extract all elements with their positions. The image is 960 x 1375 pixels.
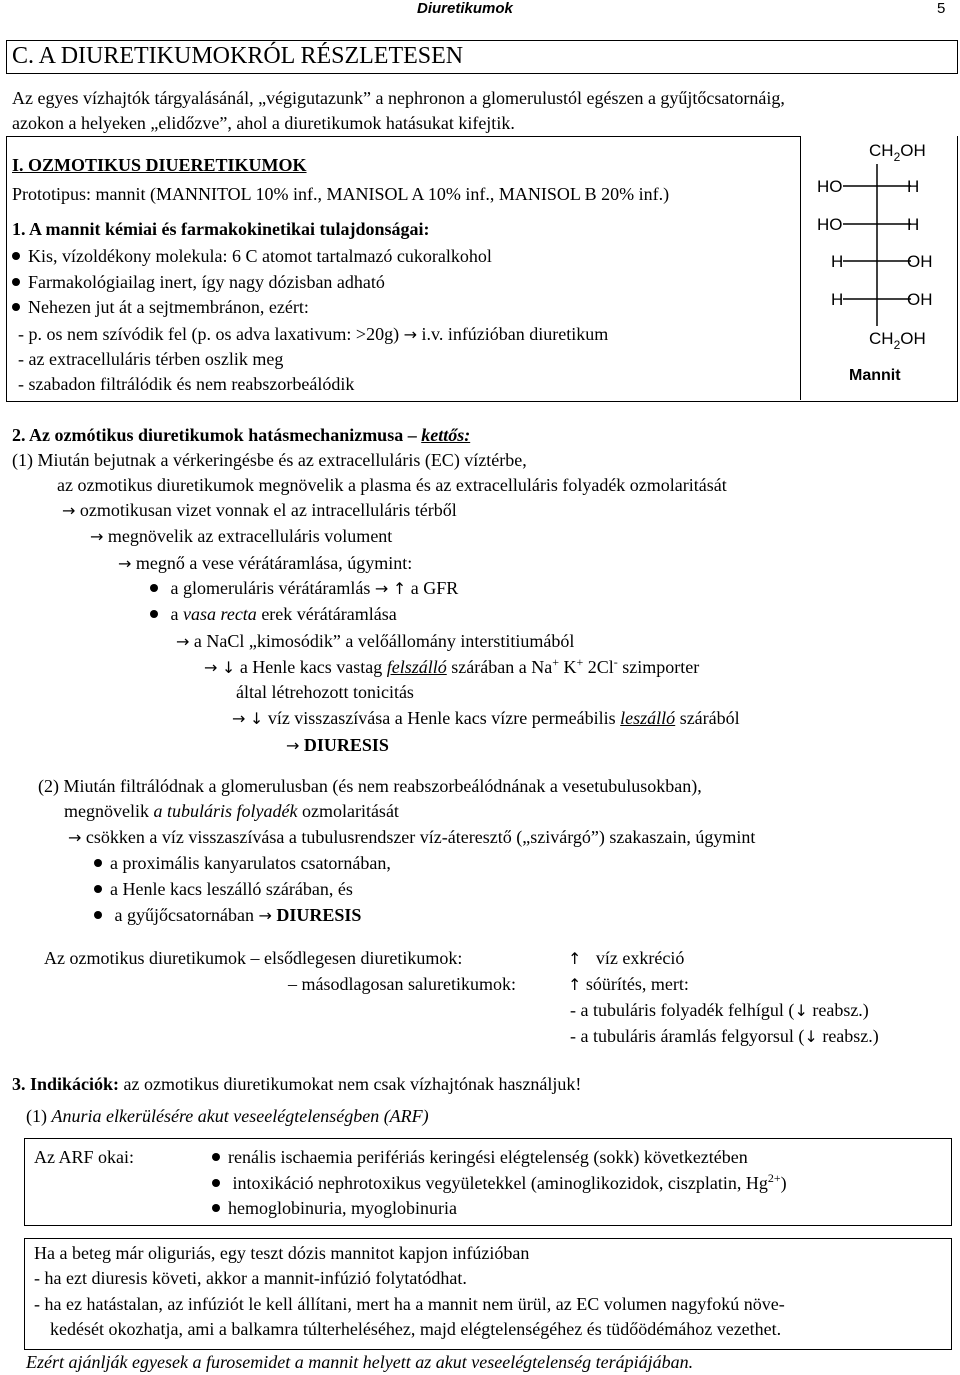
mech-text-italic: leszálló	[620, 708, 676, 728]
test-line: - ha ez hatástalan, az infúziót le kell állítani, mert ha a mannit nem ürül, az EC volumen nagyfokú növe-	[34, 1294, 785, 1314]
mech-text: a Henle kacs vastag	[239, 657, 383, 677]
struct-right: H	[907, 177, 920, 196]
section-title: C. A DIURETIKUMOKRÓL RÉSZLETESEN	[12, 43, 464, 69]
superscript: -	[613, 655, 618, 669]
mech-line	[118, 553, 412, 574]
summary-line: Az ozmotikus diuretikumok – elsődlegesen diuretikumok:	[44, 948, 463, 968]
mech-text: szárából	[679, 708, 740, 728]
conclusion: Ezért ajánlják egyesek a furosemidet a mannit helyett az akut veseelégtelenség terápiájában.	[26, 1352, 694, 1372]
arf-label: Az ARF okai:	[34, 1147, 135, 1167]
intro-line-1: Az egyes vízhajtók tárgyalásánál, „végigutazunk” a nephronon a glomerulustól egészen a gyűjtőcsatornáig,	[12, 88, 785, 108]
arf-item: hemoglobinuria, myoglobinuria	[212, 1198, 457, 1219]
mech-bullet: a proximális kanyarulatos csatornában,	[94, 853, 391, 874]
props-heading: 1. A mannit kémiai és farmakokinetikai tulajdonságai:	[12, 219, 430, 239]
mech-text: szimporter	[622, 657, 700, 677]
mech-text: ozmotikusan vizet vonnak el az intracelluláris térből	[79, 500, 457, 520]
arf-item: renális ischaemia perifériás keringési elégtelenség (sokk) következtében	[212, 1147, 748, 1168]
mech-text: K	[563, 657, 577, 677]
struct-right: H	[907, 215, 920, 234]
mechanism-heading-emph: kettős:	[421, 425, 471, 445]
arrow-icon: →	[90, 527, 104, 546]
arrow-icon: →	[118, 554, 132, 573]
indication-sub-text: Anuria elkerülésére akut veseelégtelenségben (ARF)	[51, 1106, 429, 1126]
summary-line	[568, 974, 689, 995]
indication-sub-num: (1)	[26, 1106, 47, 1126]
mech-text: megnövelik az extracelluláris volument	[107, 526, 393, 546]
summary-text: reabsz.)	[812, 1000, 869, 1020]
mech-line: (2) Miután filtrálódnak a glomerulusban (és nem reabszorbeálódnának a vesetubulusokban),	[38, 776, 702, 796]
up-arrow-icon: ↑	[392, 579, 407, 598]
test-line: - ha ezt diuresis követi, akkor a mannit-infúzió folytatódhat.	[34, 1268, 467, 1288]
arrow-icon: →	[286, 736, 300, 755]
arrow-icon: →	[204, 658, 218, 677]
arrow-icon: →	[374, 579, 389, 598]
mech-text: megnövelik	[64, 801, 149, 821]
down-arrow-icon: ↓	[221, 658, 236, 677]
mech-line	[68, 827, 755, 848]
consequence-text: i.v. infúzióban diuretikum	[421, 324, 609, 344]
indications-heading	[12, 1074, 581, 1095]
down-arrow-icon: ↓	[249, 709, 264, 728]
arrow-icon: →	[68, 828, 82, 847]
up-arrow-icon: ↑	[568, 949, 582, 968]
struct-left: HO	[817, 215, 843, 234]
consequence-line	[18, 324, 608, 345]
mechanism-heading-text: 2. Az ozmótikus diuretikumok hatásmechanizmusa –	[12, 425, 417, 445]
mech-line	[90, 526, 392, 547]
superscript: +	[576, 655, 584, 669]
summary-text: - a tubuláris folyadék felhígul (	[570, 1000, 795, 1020]
diuresis-label: DIURESIS	[276, 905, 362, 925]
mech-text: a glomeruláris vérátáramlás	[170, 578, 371, 598]
superscript: 2+	[767, 1171, 781, 1185]
prop-item: Kis, vízoldékony molekula: 6 C atomot tartalmazó cukoralkohol	[12, 246, 492, 267]
summary-text: víz exkréció	[595, 948, 685, 968]
mech-text-italic: felszálló	[386, 657, 447, 677]
prototype-line: Prototipus: mannit (MANNITOL 10% inf., MANISOL A 10% inf., MANISOL B 20% inf.)	[12, 184, 670, 204]
arrow-icon: →	[403, 325, 417, 344]
mech-line: által létrehozott tonicitás	[236, 682, 414, 702]
struct-right: OH	[907, 290, 933, 309]
summary-line	[570, 1000, 869, 1021]
superscript: +	[552, 655, 559, 669]
intro-line-2: azokon a helyeken „elidőzve”, ahol a diuretikumok hatásukat kifejtik.	[12, 113, 515, 133]
test-line: kedését okozhatja, ami a balkamra túlterheléséhez, majd elégtelenségéhez és tüdőödémához vezethet.	[50, 1319, 782, 1339]
diuresis-label: DIURESIS	[303, 735, 389, 755]
arf-text: )	[780, 1173, 787, 1193]
mech-line	[64, 801, 399, 822]
mech-text: a gyűjőcsatornában	[114, 905, 254, 925]
consequence-line: - szabadon filtrálódik és nem reabszorbeálódik	[18, 374, 355, 394]
struct-top: $CH_2OH$	[869, 141, 926, 164]
summary-line	[568, 948, 684, 969]
test-line: Ha a beteg már oliguriás, egy teszt dózis mannitot kapjon infúzióban	[34, 1243, 530, 1263]
mech-bullet	[94, 905, 361, 926]
prop-item: Nehezen jut át a sejtmembránon, ezért:	[12, 297, 309, 318]
arrow-icon: →	[176, 632, 190, 651]
struct-left: H	[831, 290, 844, 309]
summary-line	[570, 1026, 879, 1047]
mech-text: a	[170, 604, 179, 624]
mech-line	[232, 708, 740, 729]
down-arrow-icon: ↓	[794, 1001, 808, 1020]
osmotic-heading: I. OZMOTIKUS DIUERETIKUMOK	[12, 155, 307, 175]
mannit-structure	[800, 136, 957, 400]
summary-text: reabsz.)	[822, 1026, 879, 1046]
mech-line	[204, 657, 699, 678]
summary-line: – másodlagosan saluretikumok:	[288, 974, 516, 994]
struct-caption: Mannit	[849, 367, 901, 384]
consequence-text: - p. os nem szívódik fel (p. os adva laxativum: >20g)	[18, 324, 400, 344]
mechanism-heading	[12, 425, 470, 446]
down-arrow-icon: ↓	[804, 1027, 818, 1046]
mech-bullet	[150, 604, 397, 625]
mech-text: erek vérátáramlása	[261, 604, 397, 624]
struct-left: HO	[817, 177, 843, 196]
mech-bullet	[150, 578, 458, 599]
arf-text: intoxikáció nephrotoxikus vegyületekkel (aminoglikozidok, ciszplatin, Hg	[232, 1173, 768, 1193]
mech-line: az ozmotikus diuretikumok megnövelik a plasma és az extracelluláris folyadék ozmolaritását	[57, 475, 727, 495]
running-header: Diuretikumok	[417, 0, 513, 17]
mech-text: ozmolaritását	[301, 801, 399, 821]
mech-text-italic: a tubuláris folyadék	[153, 801, 298, 821]
summary-text: sóürítés, mert:	[585, 974, 689, 994]
mech-text: a NaCl „kimosódik” a velőállomány interstitiumából	[193, 631, 575, 651]
up-arrow-icon: ↑	[568, 975, 582, 994]
summary-text: - a tubuláris áramlás felgyorsul (	[570, 1026, 805, 1046]
indications-label: 3. Indikációk:	[12, 1074, 120, 1094]
mech-text-italic: vasa recta	[183, 604, 257, 624]
mech-line: (1) Miután bejutnak a vérkeringésbe és az extracelluláris (EC) víztérbe,	[12, 450, 527, 470]
mech-line	[62, 500, 457, 521]
mech-text: csökken a víz visszaszívása a tubulusrendszer víz-áteresztő („szivárgó”) szakaszain, úgymint	[85, 827, 756, 847]
mech-bullet: a Henle kacs leszálló szárában, és	[94, 879, 353, 900]
mech-text: víz visszaszívása a Henle kacs vízre permeábilis	[267, 708, 616, 728]
mech-text: a GFR	[410, 578, 459, 598]
indications-text: az ozmotikus diuretikumokat nem csak vízhajtónak használjuk!	[123, 1074, 582, 1094]
arrow-icon: →	[232, 709, 246, 728]
mech-line	[286, 735, 389, 756]
mech-text: szárában a Na	[451, 657, 553, 677]
arf-item	[212, 1173, 787, 1194]
struct-left: H	[831, 252, 844, 271]
arrow-icon: →	[258, 906, 272, 925]
struct-right: OH	[907, 252, 933, 271]
prop-item: Farmakológiailag inert, így nagy dózisban adható	[12, 272, 385, 293]
arrow-icon: →	[62, 501, 76, 520]
mech-text: 2Cl	[587, 657, 614, 677]
mech-text: megnő a vese vérátáramlása, úgymint:	[135, 553, 413, 573]
consequence-line: - az extracelluláris térben oszlik meg	[18, 349, 284, 369]
mech-line	[176, 631, 574, 652]
page-number: 5	[937, 0, 946, 17]
struct-bottom: $CH_2OH$	[869, 329, 926, 352]
indication-sub	[26, 1106, 429, 1127]
